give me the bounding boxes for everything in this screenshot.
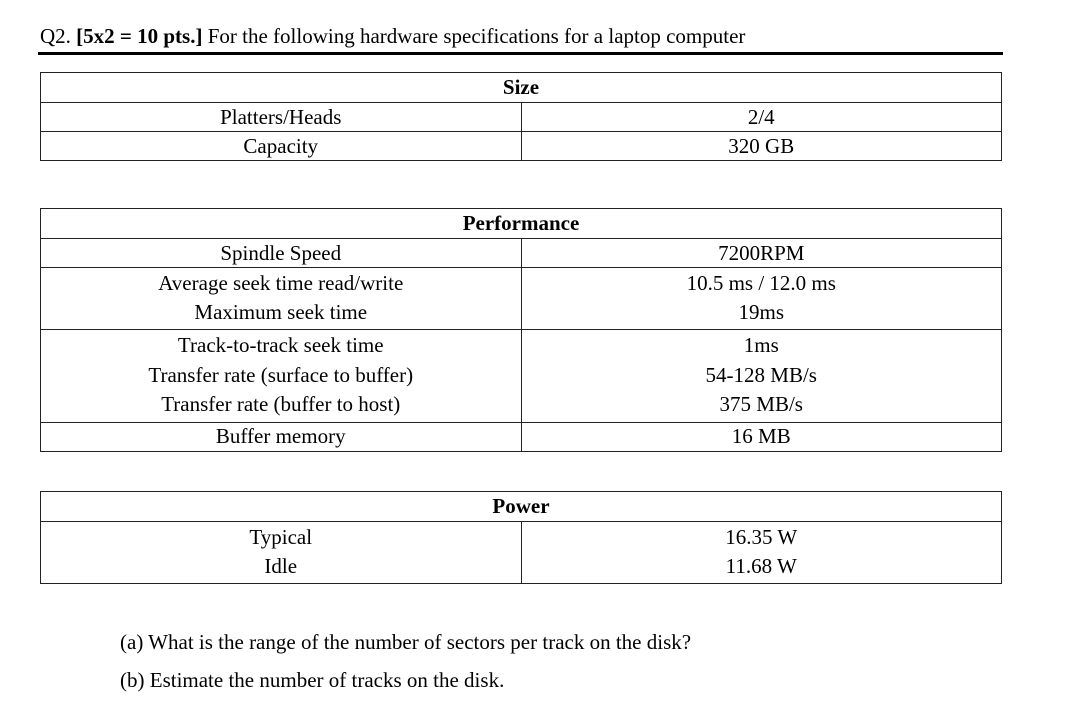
- spec-label-capacity: Capacity: [41, 132, 522, 161]
- spec-value-host-rate: 375 MB/s: [719, 392, 803, 416]
- question-a: (a) What is the range of the number of sectors per track on the disk?: [120, 630, 692, 654]
- spec-label-track-seek: Track-to-track seek time: [177, 333, 384, 357]
- power-table: [40, 491, 1002, 584]
- spec-value-track-seek: 1ms: [743, 333, 779, 357]
- spec-label-host-rate: Transfer rate (buffer to host): [161, 392, 401, 416]
- spec-label-group: [41, 268, 522, 330]
- spec-label-group: [41, 330, 522, 423]
- power-table-title: Power: [41, 492, 1002, 522]
- spec-label-typical: Typical: [249, 525, 313, 549]
- table-row: [41, 330, 1002, 423]
- table-row: [41, 268, 1002, 330]
- table-header-row: [41, 73, 1002, 103]
- question-header: [40, 22, 745, 50]
- spec-label-platters: Platters/Heads: [41, 103, 522, 132]
- question-number: Q2.: [40, 24, 71, 48]
- table-row: [41, 132, 1002, 161]
- spec-value-idle: 11.68 W: [725, 554, 797, 578]
- spec-value-capacity: 320 GB: [521, 132, 1002, 161]
- spec-label-idle: Idle: [264, 554, 298, 578]
- performance-table: [40, 208, 1002, 452]
- question-b: (b) Estimate the number of tracks on the disk.: [120, 668, 505, 692]
- table-row: [41, 239, 1002, 268]
- table-header-row: [41, 492, 1002, 522]
- spec-label-spindle-speed: Spindle Speed: [41, 239, 522, 268]
- spec-value-typical: 16.35 W: [725, 525, 798, 549]
- size-table-title: Size: [41, 73, 1002, 103]
- performance-table-title: Performance: [41, 209, 1002, 239]
- spec-value-surface-rate: 54-128 MB/s: [705, 362, 817, 387]
- spec-value-avg-seek: 10.5 ms / 12.0 ms: [686, 271, 836, 295]
- spec-value-group: [521, 268, 1002, 330]
- spec-label-max-seek: Maximum seek time: [194, 300, 368, 324]
- table-row: [41, 422, 1002, 451]
- spec-value-platters: 2/4: [521, 103, 1002, 132]
- spec-value-group: [521, 330, 1002, 423]
- table-row: [41, 522, 1002, 584]
- points-label: [5x2 = 10 pts.]: [76, 24, 203, 48]
- spec-label-buffer: Buffer memory: [41, 422, 522, 451]
- size-table: [40, 72, 1002, 161]
- spec-label-group: [41, 522, 522, 584]
- spec-label-surface-rate: Transfer rate (surface to buffer): [148, 362, 414, 387]
- spec-value-spindle-speed: 7200RPM: [521, 239, 1002, 268]
- spec-value-buffer: 16 MB: [521, 422, 1002, 451]
- question-text: For the following hardware specifications for a laptop computer: [207, 24, 746, 48]
- spec-label-avg-seek: Average seek time read/write: [158, 271, 404, 295]
- table-row: [41, 103, 1002, 132]
- spec-value-max-seek: 19ms: [738, 300, 784, 324]
- table-header-row: [41, 209, 1002, 239]
- spec-value-group: [521, 522, 1002, 584]
- header-rule: [38, 52, 1003, 55]
